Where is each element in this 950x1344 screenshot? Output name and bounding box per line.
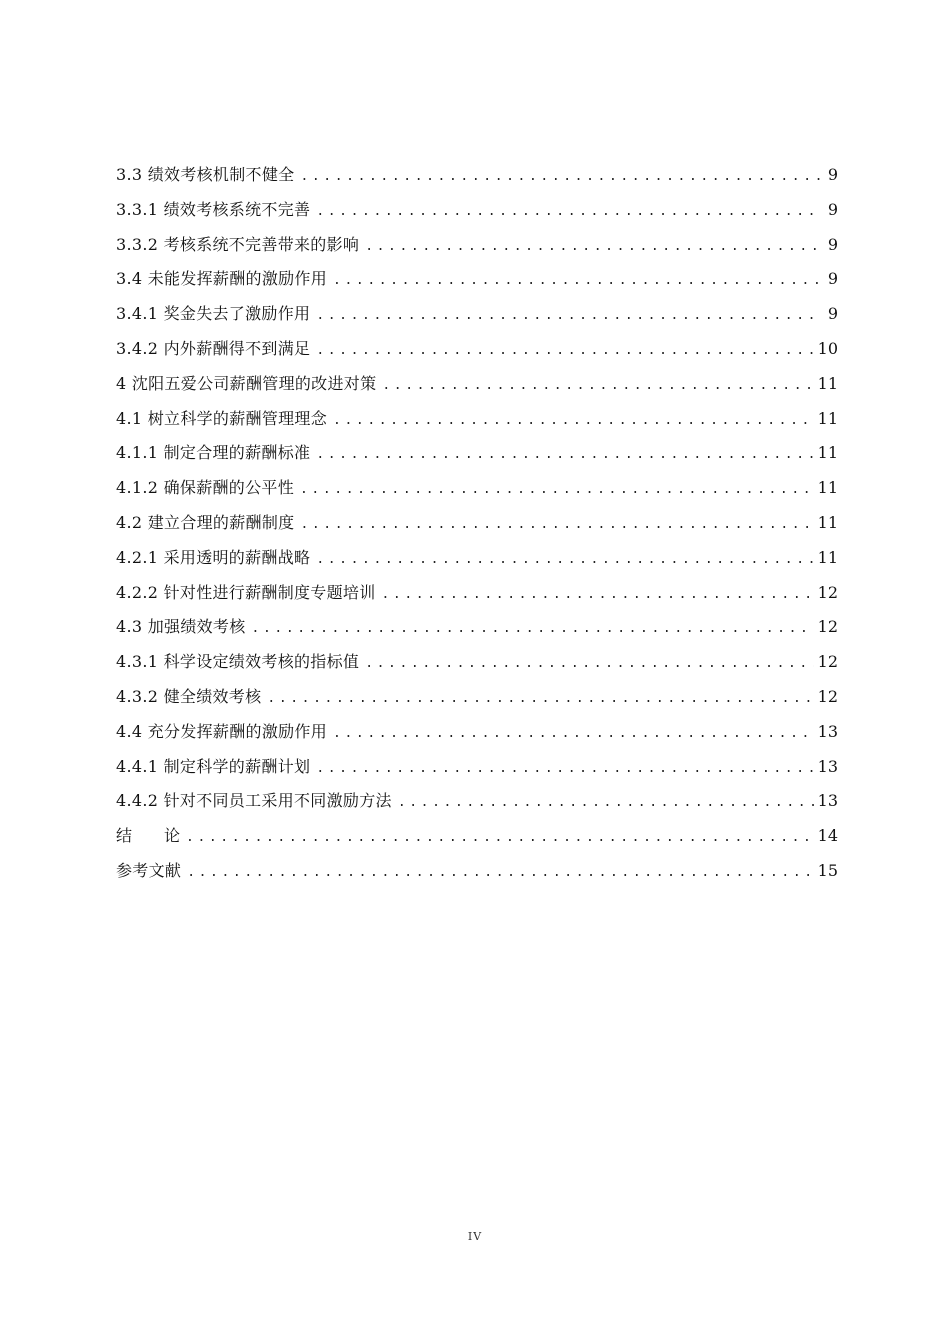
toc-entry-conclusion[interactable] xyxy=(116,819,838,854)
toc-entry-title: 4.4.1 制定科学的薪酬计划 xyxy=(116,756,311,776)
toc-dot-leader xyxy=(316,334,813,369)
toc-entry[interactable] xyxy=(116,228,838,263)
toc-entry-title: 4.4.2 针对不同员工采用不同激励方法 xyxy=(116,791,392,811)
toc-entry-title: 4.1 树立科学的薪酬管理理念 xyxy=(116,408,328,428)
toc-dot-leader xyxy=(333,264,822,299)
toc-entry-page: 11 xyxy=(817,443,838,463)
toc-entry-title: 3.4.2 内外薪酬得不到满足 xyxy=(116,338,311,358)
toc-entry-references[interactable] xyxy=(116,854,838,889)
toc-entry-title: 4.1.2 确保薪酬的公平性 xyxy=(116,478,294,498)
toc-entry-page: 13 xyxy=(817,721,838,741)
toc-entry[interactable] xyxy=(116,610,838,645)
toc-entry-title: 结 论 xyxy=(116,826,181,846)
toc-dot-leader xyxy=(365,647,813,682)
toc-entry-page: 14 xyxy=(817,826,838,846)
toc-dot-leader xyxy=(316,299,822,334)
toc-entry[interactable] xyxy=(116,193,838,228)
toc-entry-title: 4.3.1 科学设定绩效考核的指标值 xyxy=(116,652,360,672)
toc-entry[interactable] xyxy=(116,645,838,680)
toc-entry-title: 4.4 充分发挥薪酬的激励作用 xyxy=(116,721,328,741)
toc-entry-page: 9 xyxy=(827,199,838,219)
toc-entry-page: 12 xyxy=(817,652,838,672)
toc-dot-leader xyxy=(398,786,814,821)
toc-entry[interactable] xyxy=(116,715,838,750)
toc-entry-page: 13 xyxy=(817,791,838,811)
toc-entry-title: 4.3.2 健全绩效考核 xyxy=(116,686,262,706)
toc-entry[interactable] xyxy=(116,576,838,611)
toc-entry-page: 11 xyxy=(817,547,838,567)
toc-entry[interactable] xyxy=(116,750,838,785)
toc-dot-leader xyxy=(382,369,813,404)
toc-entry-title: 4.2.2 针对性进行薪酬制度专题培训 xyxy=(116,582,376,602)
toc-dot-leader xyxy=(267,682,813,717)
toc-entry[interactable] xyxy=(116,262,838,297)
toc-dot-leader xyxy=(300,160,822,195)
table-of-contents xyxy=(116,158,838,889)
toc-entry-title: 4.2 建立合理的薪酬制度 xyxy=(116,512,295,532)
toc-entry-title: 4 沈阳五爱公司薪酬管理的改进对策 xyxy=(116,373,377,393)
page-number: IV xyxy=(467,1230,483,1243)
toc-dot-leader xyxy=(316,438,813,473)
toc-entry-page: 9 xyxy=(827,304,838,324)
toc-entry-page: 11 xyxy=(817,478,838,498)
toc-entry-page: 11 xyxy=(817,408,838,428)
toc-entry[interactable] xyxy=(116,471,838,506)
toc-entry-page: 15 xyxy=(817,860,838,880)
toc-entry-title: 3.4 未能发挥薪酬的激励作用 xyxy=(116,269,328,289)
toc-entry[interactable] xyxy=(116,297,838,332)
toc-dot-leader xyxy=(316,752,813,787)
toc-dot-leader xyxy=(187,856,813,891)
toc-dot-leader xyxy=(300,473,814,508)
toc-entry-title: 3.4.1 奖金失去了激励作用 xyxy=(116,304,311,324)
toc-dot-leader xyxy=(186,821,814,856)
toc-entry[interactable] xyxy=(116,784,838,819)
toc-entry-page: 9 xyxy=(827,234,838,254)
toc-entry-title: 4.2.1 采用透明的薪酬战略 xyxy=(116,547,311,567)
toc-entry[interactable] xyxy=(116,506,838,541)
toc-entry-page: 12 xyxy=(817,582,838,602)
toc-dot-leader xyxy=(333,717,814,752)
toc-entry[interactable] xyxy=(116,680,838,715)
toc-dot-leader xyxy=(316,195,822,230)
toc-entry-page: 12 xyxy=(817,686,838,706)
toc-entry[interactable] xyxy=(116,541,838,576)
toc-dot-leader xyxy=(300,508,813,543)
toc-dot-leader xyxy=(252,612,814,647)
toc-entry-page: 12 xyxy=(817,617,838,637)
toc-dot-leader xyxy=(365,230,822,265)
toc-dot-leader xyxy=(382,578,814,613)
toc-entry[interactable] xyxy=(116,332,838,367)
toc-entry[interactable] xyxy=(116,402,838,437)
toc-entry-page: 9 xyxy=(827,269,838,289)
toc-entry-title: 3.3.1 绩效考核系统不完善 xyxy=(116,199,311,219)
toc-entry[interactable] xyxy=(116,158,838,193)
toc-entry-title: 4.1.1 制定合理的薪酬标准 xyxy=(116,443,311,463)
toc-entry-page: 11 xyxy=(817,512,838,532)
toc-entry-title: 参考文献 xyxy=(116,860,182,880)
toc-entry-title: 3.3 绩效考核机制不健全 xyxy=(116,165,295,184)
toc-dot-leader xyxy=(333,404,814,439)
toc-entry-title: 3.3.2 考核系统不完善带来的影响 xyxy=(116,234,360,254)
toc-entry-page: 9 xyxy=(827,165,838,184)
toc-entry-title: 4.3 加强绩效考核 xyxy=(116,617,246,637)
toc-dot-leader xyxy=(316,543,813,578)
toc-entry[interactable] xyxy=(116,436,838,471)
toc-entry[interactable] xyxy=(116,367,838,402)
toc-entry-page: 11 xyxy=(817,373,838,393)
toc-entry-page: 10 xyxy=(817,338,838,358)
toc-entry-page: 13 xyxy=(817,756,838,776)
